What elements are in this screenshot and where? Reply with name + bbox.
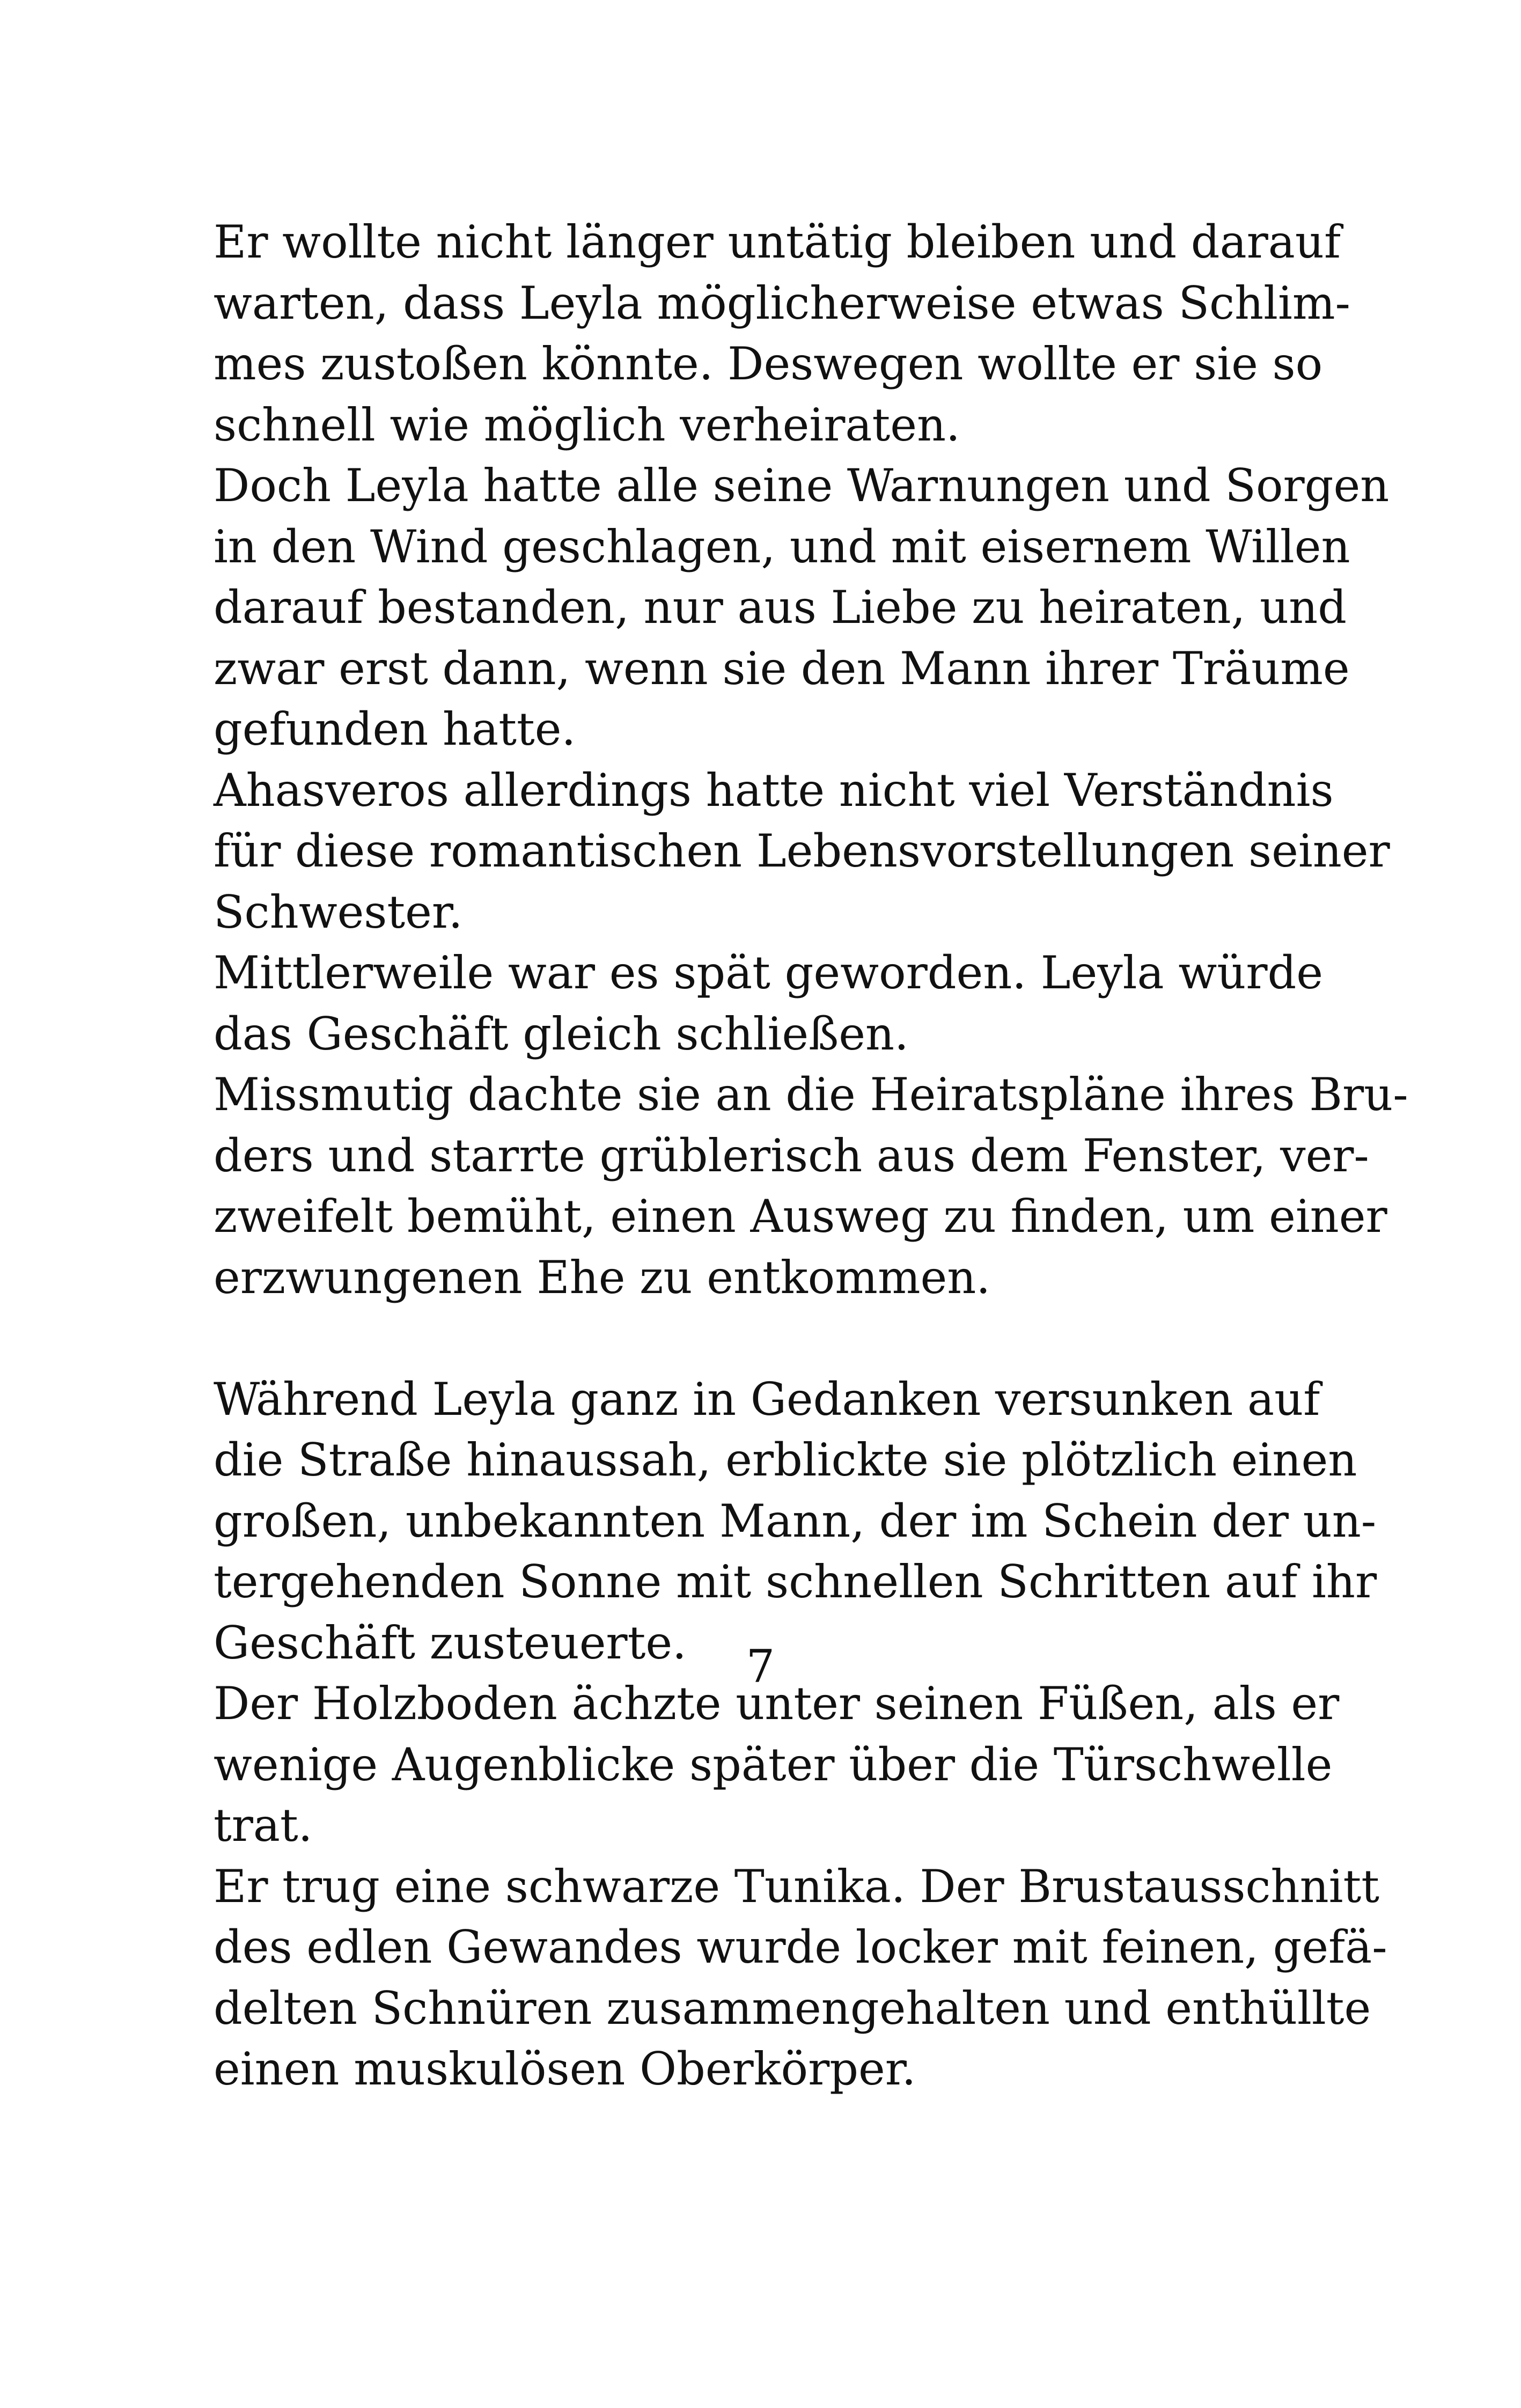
text-line: zwar erst dann, wenn sie den Mann ihrer Träume [214, 642, 1350, 695]
text-line: erzwungenen Ehe zu entkommen. [214, 1251, 991, 1304]
text-line: Ahasveros allerdings hatte nicht viel Verständnis [214, 763, 1334, 817]
text-line: Schwester. [214, 885, 463, 938]
paragraph [214, 760, 1390, 943]
text-line: mes zustoßen könnte. Deswegen wollte er sie so [214, 337, 1323, 390]
paragraph [214, 1369, 1377, 1674]
text-line: Er trug eine schwarze Tunika. Der Brustausschnitt [214, 1860, 1380, 1913]
page-number: 7 [746, 1640, 775, 1693]
paragraph [214, 1673, 1340, 1856]
paragraph [214, 1064, 1408, 1308]
text-line: in den Wind geschlagen, und mit eisernem Willen [214, 520, 1350, 573]
text-line: das Geschäft gleich schließen. [214, 1007, 909, 1060]
text-line: Missmutig dachte sie an die Heiratspläne ihres Bru- [214, 1068, 1408, 1121]
text-line: Er wollte nicht länger untätig bleiben und darauf [214, 216, 1341, 268]
text-line: Geschäft zusteuerte. [214, 1616, 687, 1669]
text-line: tergehenden Sonne mit schnellen Schritten auf ihr [214, 1555, 1377, 1608]
text-line: darauf bestanden, nur aus Liebe zu heiraten, und [214, 581, 1347, 634]
text-line: warten, dass Leyla möglicherweise etwas Schlim- [214, 276, 1350, 329]
text-line: wenige Augenblicke später über die Türschwelle [214, 1738, 1333, 1791]
text-line: Während Leyla ganz in Gedanken versunken auf [214, 1372, 1320, 1426]
text-line: trat. [214, 1799, 313, 1852]
paragraph [214, 456, 1390, 760]
paragraph [214, 212, 1350, 456]
text-line: delten Schnüren zusammengehalten und enthüllte [214, 1981, 1371, 2035]
text-line: Der Holzboden ächzte unter seinen Füßen, als er [214, 1677, 1340, 1730]
text-line: Mittlerweile war es spät geworden. Leyla würde [214, 946, 1323, 999]
text-line: die Straße hinaussah, erblickte sie plötzlich einen [214, 1434, 1357, 1486]
text-line: schnell wie möglich verheiraten. [214, 398, 960, 451]
text-line: des edlen Gewandes wurde locker mit feinen, gefä- [214, 1921, 1387, 1973]
text-line: zweifelt bemüht, einen Ausweg zu finden, um einer [214, 1190, 1387, 1243]
text-line: großen, unbekannten Mann, der im Schein der un- [214, 1494, 1377, 1547]
paragraph [214, 943, 1323, 1064]
book-page-text [214, 212, 1408, 2100]
text-line: einen muskulösen Oberkörper. [214, 2043, 916, 2095]
section-break [214, 1308, 1318, 1369]
text-line: ders und starrte grüblerisch aus dem Fenster, ver- [214, 1129, 1369, 1182]
text-line: Doch Leyla hatte alle seine Warnungen und Sorgen [214, 459, 1390, 512]
paragraph [214, 1856, 1387, 2100]
text-line: für diese romantischen Lebensvorstellungen seiner [214, 825, 1390, 877]
text-line: gefunden hatte. [214, 703, 576, 755]
